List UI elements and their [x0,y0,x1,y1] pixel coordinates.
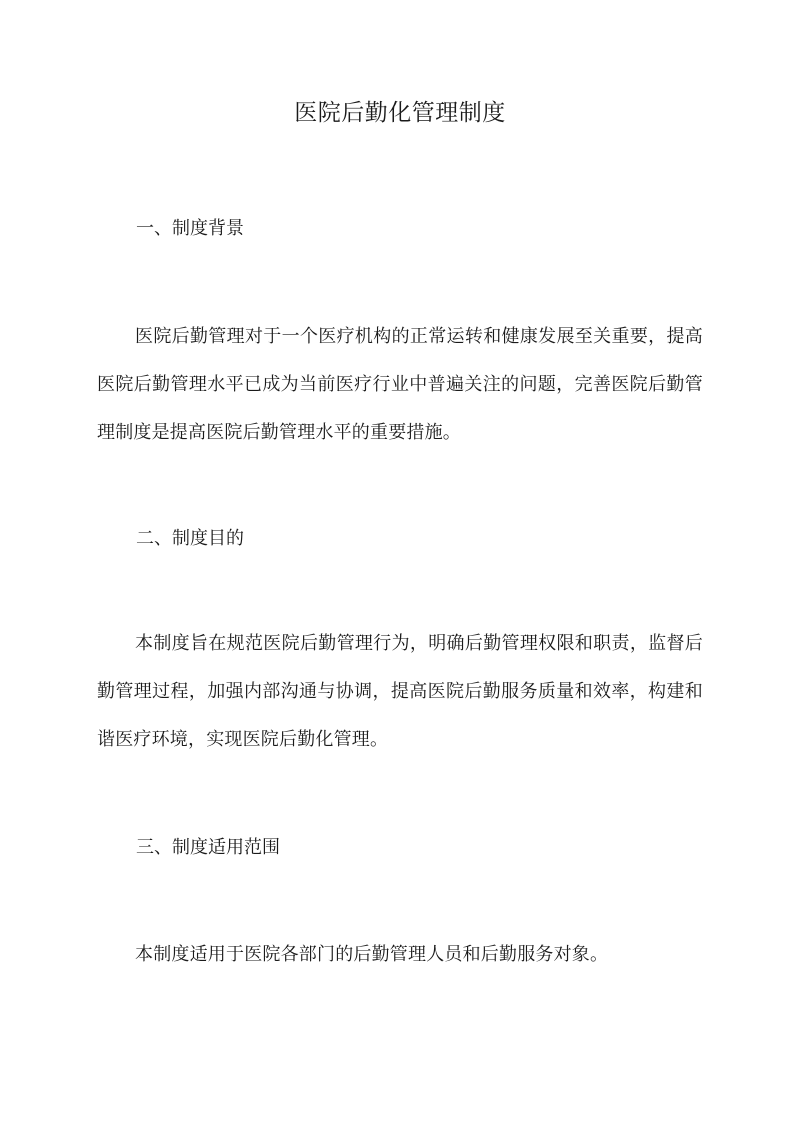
document-title: 医院后勤化管理制度 [294,100,506,126]
section-body-purpose: 本制度旨在规范医院后勤管理行为，明确后勤管理权限和职责，监督后勤管理过程，加强内部沟通与协调，提高医院后勤服务质量和效率，构建和谐医疗环境，实现医院后勤化管理。 [97,633,703,750]
section-body-background: 医院后勤管理对于一个医疗机构的正常运转和健康发展至关重要，提高医院后勤管理水平已成为当前医疗行业中普遍关注的问题，完善医院后勤管理制度是提高医院后勤管理水平的重要措施。 [97,326,703,443]
section-heading-background: 一、制度背景 [136,218,244,239]
section-heading-purpose: 二、制度目的 [136,528,244,549]
section-body-scope: 本制度适用于医院各部门的后勤管理人员和后勤服务对象。 [135,944,609,965]
section-heading-scope: 三、制度适用范围 [136,837,280,858]
